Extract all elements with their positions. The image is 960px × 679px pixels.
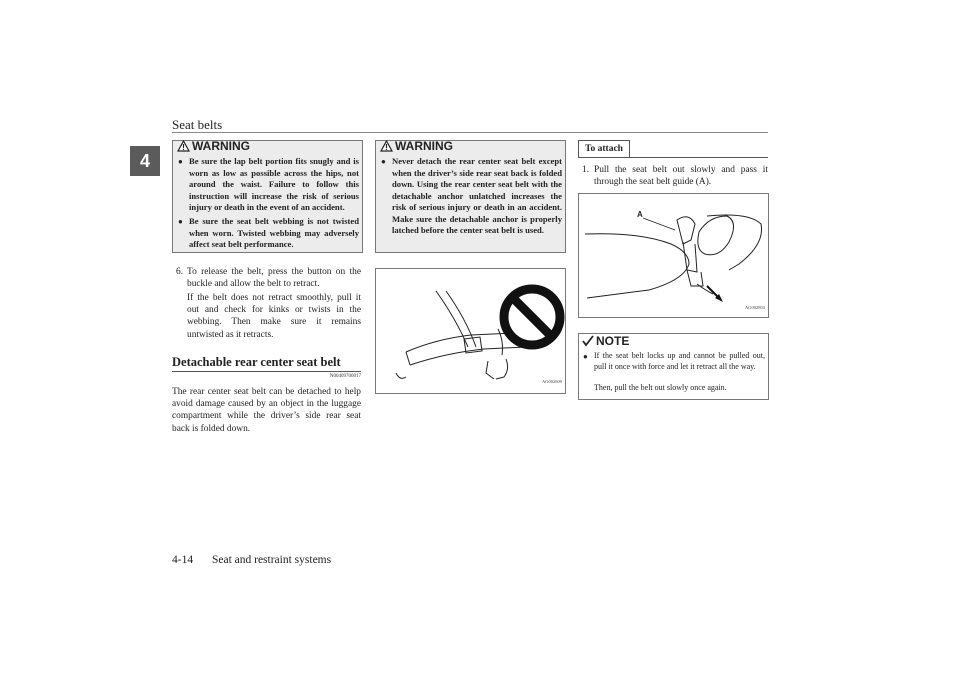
note-check-icon: [582, 335, 594, 347]
guide-label-a: A: [637, 210, 643, 219]
section-title: Detachable rear center seat belt: [172, 355, 341, 369]
note-box: [578, 333, 769, 400]
bullet-icon: ●: [178, 217, 183, 226]
step-number: 6.: [176, 267, 184, 277]
note-heading-text: NOTE: [596, 334, 630, 348]
warning-heading: [380, 139, 453, 153]
warning-heading-text: WARNING: [192, 139, 250, 153]
warning-heading-text: WARNING: [395, 139, 453, 153]
warning-triangle-icon: [380, 140, 393, 152]
figure-id: AG002609: [542, 379, 562, 384]
seatbelt-prohibited-illustration: [376, 269, 565, 393]
warning-triangle-icon: [177, 140, 190, 152]
footer-section: Seat and restraint systems: [211, 554, 332, 566]
chapter-tab: 4: [130, 146, 160, 176]
running-header: Seat belts: [172, 117, 223, 132]
section-code: N00409700017: [329, 374, 361, 379]
step-number: 1.: [582, 165, 590, 175]
step-text: To release the belt, press the button on the buckle and allow the belt to retract.: [187, 267, 361, 290]
page-number: 4-14: [172, 554, 194, 566]
bullet-icon: ●: [178, 157, 183, 166]
bullet-icon: ●: [381, 157, 386, 166]
note-text-continued: Then, pull the belt out slowly once again.: [594, 383, 727, 392]
section-rule: [172, 371, 361, 372]
step-text: Pull the seat belt out slowly and pass it through the seat belt guide (A).: [594, 165, 768, 188]
figure-id: AG002803: [745, 305, 765, 310]
illustration-no-detach: [375, 268, 566, 394]
to-attach-label: To attach: [578, 140, 630, 158]
warning-item: Be sure the lap belt portion fits snugly and is worn as low as possible across the hips, not around the waist. Failure to follow this instruction will increase the risk of serious injury or death in the event of an accident.: [189, 156, 359, 212]
warning-box-left: [172, 140, 363, 253]
prohibition-icon: [504, 289, 560, 345]
bullet-icon: ●: [583, 352, 588, 361]
warning-item: Never detach the rear center seat belt except when the driver’s side rear seat back is folded down. Using the rear center seat belt with the detachable anchor unlatched increases the risk of serious injury or death in an accident. Make sure the detachable anchor is properly latched before the center seat belt is used.: [392, 156, 562, 235]
attach-rule: [578, 157, 768, 158]
header-rule: [172, 132, 768, 133]
page-footer: [172, 554, 331, 566]
warning-box-middle: [375, 140, 566, 253]
step-text-continued: If the belt does not retract smoothly, pull it out and check for kinks or twists in the webbing. Then make sure it remains untwisted as it retracts.: [187, 293, 361, 340]
note-text: If the seat belt locks up and cannot be pulled out, pull it once with force and let it retract all the way.: [594, 351, 765, 371]
warning-heading: [177, 139, 250, 153]
illustration-belt-guide: [578, 193, 769, 318]
warning-item: Be sure the seat belt webbing is not twisted when worn. Twisted webbing may adversely affect seat belt performance.: [189, 216, 359, 249]
seatbelt-guide-illustration: [579, 194, 768, 317]
section-paragraph: The rear center seat belt can be detached to help avoid damage caused by an object in the luggage compartment while the driver’s side rear seat back is folded down.: [172, 387, 361, 434]
note-heading: [582, 334, 629, 348]
